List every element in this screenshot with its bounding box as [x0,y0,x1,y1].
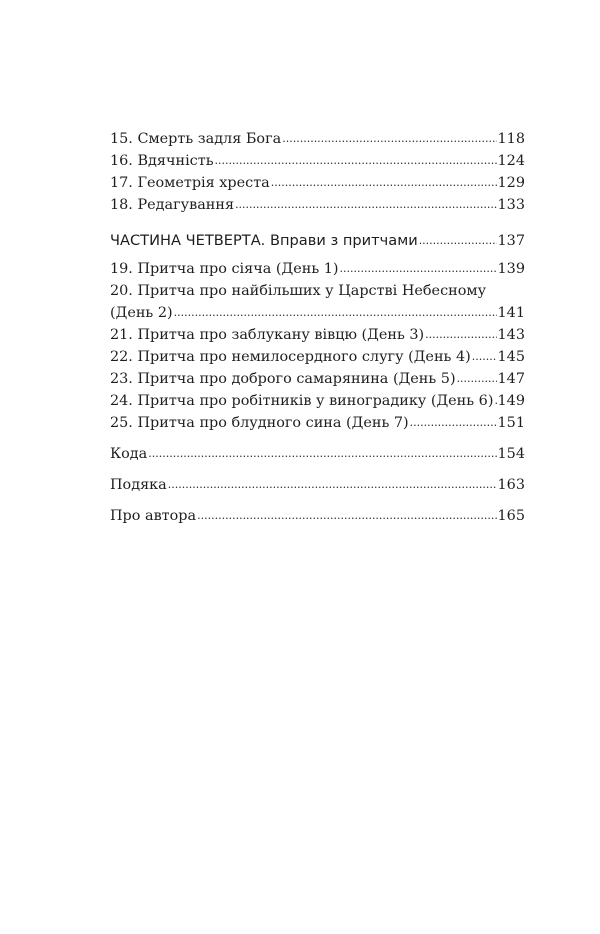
toc-entry-16 [110,150,525,172]
toc-entry-title: 23. Притча про доброго самарянина (День 5) [110,371,456,387]
toc-entry-page: 154 [497,446,525,462]
toc-entry-page: 139 [497,261,525,277]
toc-entry-title: 24. Притча про робітників у виноградику (День 6) [110,393,494,409]
toc-entry-page: 129 [497,175,525,191]
toc-part-heading [110,230,525,252]
dot-leader [425,323,496,346]
toc-entry-page: 118 [497,131,525,147]
toc-entry-title: 17. Геометрія хреста [110,175,270,191]
toc-entry-21 [110,324,525,346]
table-of-contents [110,128,525,527]
toc-entry-17 [110,172,525,194]
part-title: ЧАСТИНА ЧЕТВЕРТА. Вправи з притчами [110,232,418,249]
dot-leader [410,411,497,434]
toc-entry-page: 151 [497,415,525,431]
toc-entry-title: (День 2) [110,305,173,321]
toc-entry-title: Подяка [110,477,167,493]
dot-leader [419,229,497,252]
toc-entry-page: 133 [497,197,525,213]
toc-entry-page: 143 [497,327,525,343]
toc-entry-title: 15. Смерть задля Бога [110,131,282,147]
toc-entry-title: 22. Притча про немилосердного слугу (День 4) [110,349,471,365]
toc-entry-24 [110,390,525,412]
dot-leader [472,345,497,368]
part-page: 137 [497,233,525,249]
toc-entry-page: 124 [497,153,525,169]
toc-entry-coda [110,443,525,465]
dot-leader [148,442,496,465]
dot-leader [457,367,497,390]
toc-entry-page: 163 [497,477,525,493]
toc-entry-title: 18. Редагування [110,197,235,213]
toc-entry-about-author [110,505,525,527]
dot-leader [235,193,496,216]
dot-leader [340,257,497,280]
dot-leader [168,473,497,496]
toc-entry-19 [110,258,525,280]
toc-entry-page: 141 [497,305,525,321]
toc-entry-title: Кода [110,446,148,462]
toc-entry-page: 147 [497,371,525,387]
toc-entry-23 [110,368,525,390]
toc-entry-18 [110,194,525,216]
toc-entry-title: 21. Притча про заблукану вівцю (День 3) [110,327,425,343]
toc-entry-15 [110,128,525,150]
toc-entry-title: Про автора [110,508,197,524]
dot-leader [197,504,496,527]
toc-entry-page: 165 [497,508,525,524]
dot-leader [215,149,497,172]
toc-entry-20 [110,280,525,324]
dot-leader [494,389,496,412]
dot-leader [282,127,496,150]
toc-entry-title: 19. Притча про сіяча (День 1) [110,261,339,277]
toc-entry-acknowledgements [110,474,525,496]
toc-entry-title: 25. Притча про блудного сина (День 7) [110,415,409,431]
toc-entry-title: 16. Вдячність [110,153,214,169]
toc-entry-page: 149 [497,393,525,409]
toc-entry-25 [110,412,525,434]
toc-entry-title-line1: 20. Притча про найбільших у Царстві Небесному [110,283,487,299]
dot-leader [271,171,497,194]
toc-entry-page: 145 [497,349,525,365]
toc-entry-22 [110,346,525,368]
dot-leader [174,301,497,324]
